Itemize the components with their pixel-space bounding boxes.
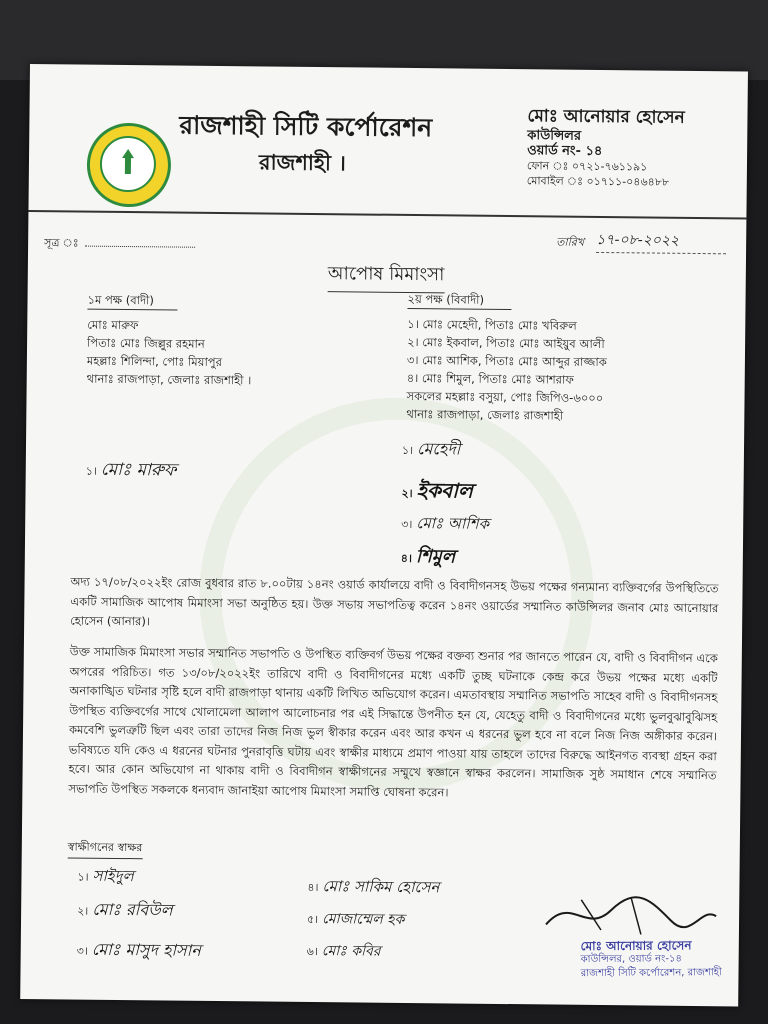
- councillor-signature-scribble: [541, 889, 722, 941]
- witness-heading: স্বাক্ষীগনের স্বাক্ষর: [68, 838, 143, 859]
- witness-signature: ৫। মোজাম্মেল হক: [306, 911, 405, 928]
- stamp-role: কাউন্সিলর, ওয়ার্ড নং-১৪: [580, 953, 682, 966]
- party-one-block: [87, 291, 253, 390]
- logo-emblem-icon: [119, 148, 137, 176]
- party-two-signature: ৪। শিমুল: [400, 546, 456, 568]
- witness-signature: ৪। মোঃ সাকিম হোসেন: [307, 877, 440, 897]
- party-two-line: ১। মোঃ মেহেদী, পিতাঃ মোঃ খবিরুল: [407, 316, 577, 333]
- party-one-line: থানাঃ রাজপাড়া, জেলাঃ রাজশাহী ।: [86, 371, 252, 388]
- ward-number: ওয়ার্ড নং- ১৪: [527, 143, 603, 159]
- party-two-line: থানাঃ রাজপাড়া, জেলাঃ রাজশাহী: [406, 406, 564, 423]
- settlement-document: [20, 64, 748, 1006]
- date-value: ১৭-০৮-২০২২: [596, 228, 726, 254]
- header-divider: [28, 210, 746, 220]
- party-two-line: ৪। মোঃ শিমুল, পিতাঃ মোঃ আশরাফ: [406, 370, 574, 387]
- party-two-signature: ৩। মোঃ আশিক: [401, 514, 490, 533]
- party-one-heading: ১ম পক্ষ (বাদী): [87, 291, 177, 311]
- reference-label: সূত্র ঃ: [44, 236, 79, 250]
- mobile-number: মোবাইল ঃ ০১৭১১-০৪৬৪৮৮: [526, 174, 670, 189]
- phone-number: ফোন ঃ ০৭২১-৭৬১১৯১: [526, 159, 648, 174]
- councillor-stamp: [581, 938, 731, 981]
- party-two-line: ২। মোঃ ইকবাল, পিতাঃ মোঃ আইয়ুব আলী: [407, 334, 605, 352]
- party-one-line: মহল্লাঃ শিলিন্দা, পোঃ মিয়াপুর: [86, 353, 223, 370]
- party-two-line: ৩। মোঃ আশিক, পিতাঃ মোঃ আব্দুর রাজ্জাক: [406, 352, 607, 370]
- document-title: আপোষ মিমাংসা: [328, 259, 445, 293]
- party-two-block: [406, 290, 607, 425]
- witness-signature: ১। সাইদুল: [77, 866, 134, 886]
- stamp-name: মোঃ আনোয়ার হোসেন: [580, 938, 692, 954]
- party-one-signature: ১। মোঃ মারুফ: [85, 459, 177, 481]
- organization-city: রাজশাহী ।: [258, 150, 346, 176]
- councillor-info: [526, 106, 743, 190]
- decision-paragraph: উক্ত সামাজিক মিমাংসা সভার সম্মানিত সভাপতি ও উপস্থিত ব্যক্তিবর্গ উভয় পক্ষের বক্তব্য শুনার পর জানতে পারেন যে, বাদী ও বিবাদীগন একে অপরের পরিচিত। গত ১৩/০৮/২০২২ইং তারিখে বাদী ও বিবাদীগনের মধ্যে একটি তুচ্ছ ঘটনাকে কেন্দ্র করে উভয় পক্ষের মধ্যে একটি অনাকাঙ্খিত ঘটনার সৃষ্টি হলে বাদী রাজপাড়া থানায় একটি লিখিত অভিযোগ করেন। এমতাবস্থায় সম্মানিত সভাপতি সাহেব বাদী ও বিবাদীগনসহ উপস্থিত ব্যক্তিবর্গের সাথে খোলামেলা আলাপ আলোচনার পর এই সিদ্ধান্তে উপনীত হন যে, যেহেতু বাদী ও বিবাদীগনের মধ্যে ভুলবুঝাবুঝিসহ কমবেশি ভুলত্রুটি ছিল এবং তারা তাদের নিজ নিজ ভুল স্বীকার করেন এবং আর কখন এ ধরনের ভুল হবে না বলে নিজ নিজ অঙ্গীকার করেন। ভবিষ্যতে যদি কেও এ ধরনের ঘটনার পুনরাবৃত্তি ঘটায় এবং স্বাক্ষীর মাধ্যমে প্রমাণ পাওয়া যায় তাহলে তাদের বিরুদ্ধে আইনগত ব্যবস্থা গ্রহন করা হবে। আর কোন অভিযোগ না থাকায় বাদী ও বিবাদীগন স্বাক্ষীগনের সম্মুখে স্বজ্ঞানে স্বাক্ষর করলেন। সামাজিক সুষ্ঠ সমাধান শেষে সম্মানিত সভাপতি উপস্থিত সকলকে ধন্যবাদ জানাইয়া আপোষ মিমাংসা সমাপ্তি ঘোষনা করেন।: [68, 644, 718, 799]
- meeting-paragraph: অদ্য ১৭/০৮/২০২২ইং রোজ বুধবার রাত ৮.০০টায় ১৪নং ওয়ার্ড কার্যালয়ে বাদী ও বিবাদীগনসহ উভয় পক্ষের গন্যমান্য ব্যক্তিবর্গের উপস্থিতিতে একটি সামাজিক আপোষ মিমাংসা সভা অনুষ্ঠিত হয়। উক্ত সভায় সভাপতিত্ব করেন ১৪নং ওয়ার্ডের সম্মানিত কাউন্সিলর জনাব মোঃ আনোয়ার হোসেন (আনার)।: [70, 574, 719, 629]
- organization-title: রাজশাহী সিটি কর্পোরেশন: [179, 110, 433, 143]
- councillor-role: কাউন্সিলর: [527, 128, 582, 144]
- councillor-name: মোঃ আনোয়ার হোসেন: [527, 106, 685, 128]
- witness-signature: ২। মোঃ রবিউল: [77, 899, 173, 920]
- city-corporation-logo: [87, 123, 172, 208]
- party-one-line: মোঃ মারুফ: [87, 317, 139, 333]
- witness-signature: ৩। মোঃ মাসুদ হাসান: [76, 939, 201, 960]
- stamp-org: রাজশাহী সিটি কর্পোরেশন, রাজশাহী: [580, 967, 722, 980]
- party-one-line: পিতাঃ মোঃ জিল্লুর রহমান: [87, 335, 205, 351]
- party-two-signature: ১। মেহেদী: [401, 439, 461, 459]
- party-two-line: সকলের মহল্লাঃ বসুয়া, পোঃ জিপিও-৬০০০: [406, 388, 604, 406]
- date-label: তারিখ: [556, 235, 585, 249]
- party-two-signature: ২। ইকবাল: [401, 478, 474, 503]
- witness-signature: ৬। মোঃ কবির: [306, 943, 381, 960]
- reference-line: [44, 234, 195, 255]
- party-two-heading: ২য় পক্ষ (বিবাদী): [407, 290, 511, 310]
